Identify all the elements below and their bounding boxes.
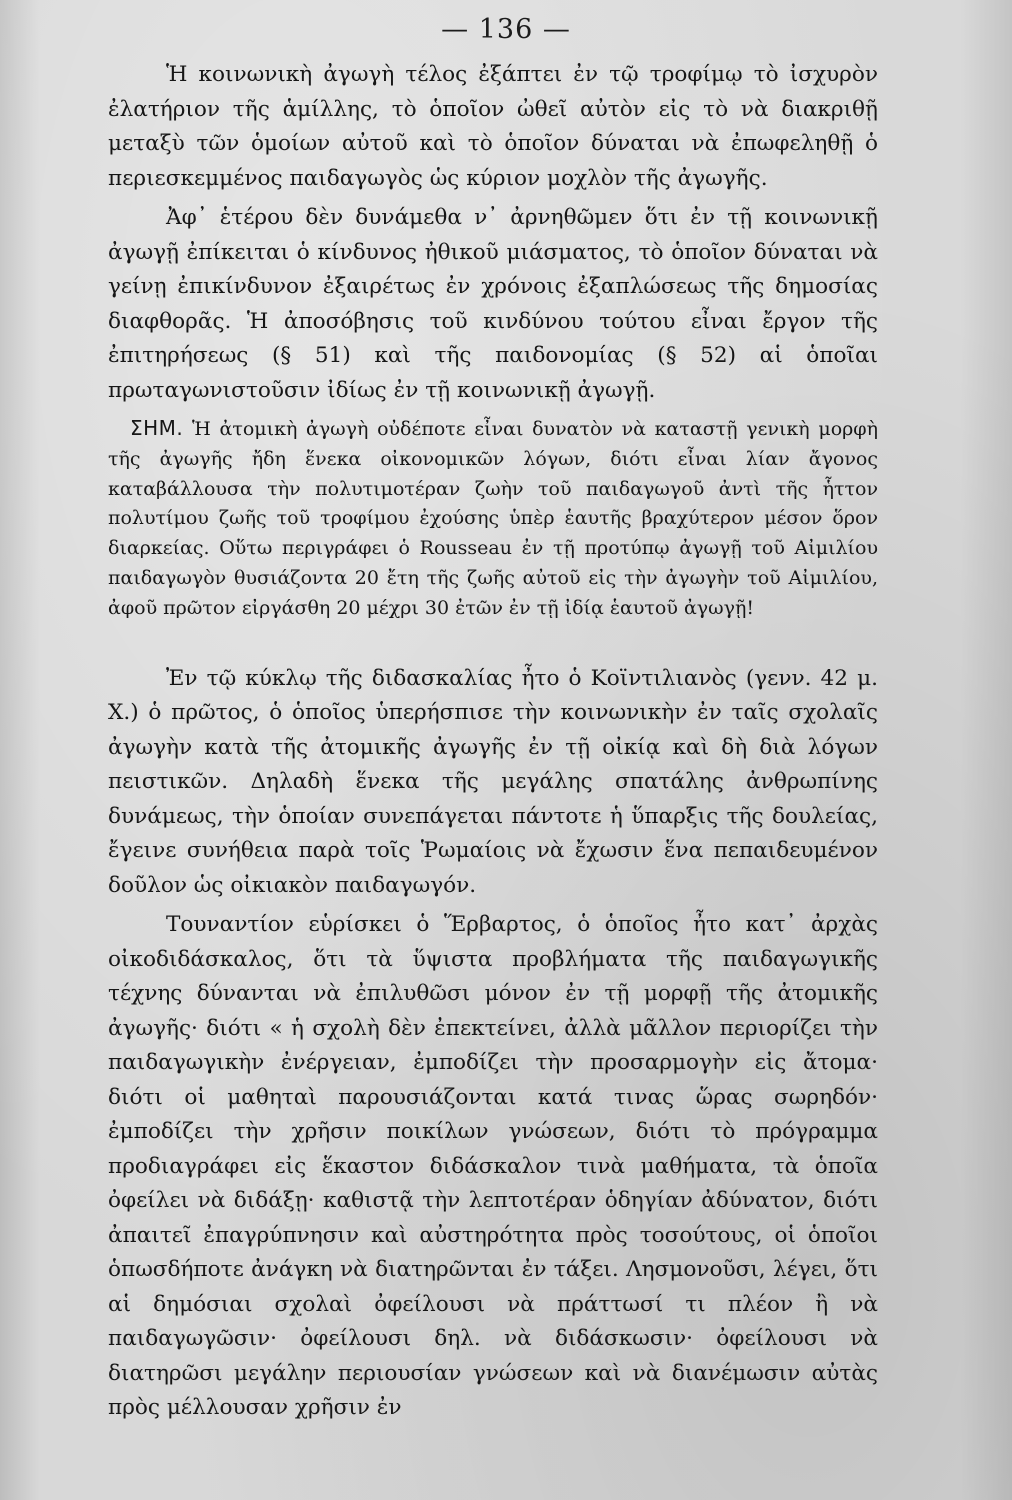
note-text: Ἡ ἀτομικὴ ἀγωγὴ οὐδέποτε εἶναι δυνατὸν νὰ καταστῇ γενικὴ μορφὴ τῆς ἀγωγῆς ἤδη ἕνεκα οἰκονομικῶν λόγων, διότι εἶναι λίαν ἄγονος καταβάλλουσα τὴν πολυτιμοτέραν ζωὴν τοῦ παιδαγωγοῦ ἀντὶ τῆς ἧττον πολυτίμου ζωῆς τοῦ τροφίμου ἐχούσης ὑπὲρ ἑαυτῆς βραχύτερον μέσον ὅρον διαρκείας. Οὕτω περιγράφει ὁ Rousseau ἐν τῇ προτύπῳ ἀγωγῇ τοῦ Αἰμιλίου παιδαγωγὸν θυσιάζοντα 20 ἔτη τῆς ζωῆς αὐτοῦ εἰς τὴν ἀγωγὴν τοῦ Αἰμιλίου, ἀφοῦ πρῶτον εἰργάσθη 20 μέχρι 30 ἐτῶν ἐν τῇ ἰδίᾳ ἑαυτοῦ ἀγωγῇ! [108,418,878,619]
paragraph-moral-danger: Ἀφ᾽ ἑτέρου δὲν δυνάμεθα ν᾽ ἀρνηθῶμεν ὅτι ἐν τῇ κοινωνικῇ ἀγωγῇ ἐπίκειται ὁ κίνδυνος ἠθικοῦ μιάσματος, τὸ ὁποῖον δύναται νὰ γείνῃ ἐπικίνδυνον ἐξαιρέτως ἐν χρόνοις ἐξαπλώσεως τῆς δημοσίας διαφθορᾶς. Ἡ ἀποσόβησις τοῦ κινδύνου τούτου εἶναι ἔργον τῆς ἐπιτηρήσεως (§ 51) καὶ τῆς παιδονομίας (§ 52) αἱ ὁποῖαι πρωταγωνιστοῦσιν ἰδίως ἐν τῇ κοινωνικῇ ἀγωγῇ. [108,205,878,403]
paragraph-quintilian: Ἐν τῷ κύκλῳ τῆς διδασκαλίας ἦτο ὁ Κοϊντιλιανὸς (γενν. 42 μ. Χ.) ὁ πρῶτος, ὁ ὁποῖος ὑπερήσπισε τὴν κοινωνικὴν ἐν ταῖς σχολαῖς ἀγωγὴν κατὰ τῆς ἀτομικῆς ἀγωγῆς ἐν τῇ οἰκίᾳ καὶ δὴ διὰ λόγων πειστικῶν. Δηλαδὴ ἕνεκα τῆς μεγάλης σπατάλης ἀνθρωπίνης δυνάμεως, τὴν ὁποίαν συνεπάγεται πάντοτε ἡ ὕπαρξις τῆς δουλείας, ἔγεινε συνήθεια παρὰ τοῖς Ῥωμαίοις νὰ ἔχωσιν ἕνα πεπαιδευμένον δοῦλον ὡς οἰκιακὸν παιδαγωγόν. [108,665,878,898]
paragraph-herbart: Τουναντίον εὑρίσκει ὁ Ἕρβαρτος, ὁ ὁποῖος ἦτο κατ᾽ ἀρχὰς οἰκοδιδάσκαλος, ὅτι τὰ ὕψιστα προβλήματα τῆς παιδαγωγικῆς τέχνης δύνανται νὰ ἐπιλυθῶσι μόνον ἐν τῇ μορφῇ τῆς ἀτομικῆς ἀγωγῆς· διότι « ἡ σχολὴ δὲν ἐπεκτείνει, ἀλλὰ μᾶλλον περιορίζει τὴν παιδαγωγικὴν ἐνέργειαν, ἐμποδίζει τὴν προσαρμογὴν εἰς ἄτομα· διότι οἱ μαθηταὶ παρουσιάζονται κατά τινας ὥρας σωρηδόν· ἐμποδίζει τὴν χρῆσιν ποικίλων γνώσεων, διότι τὸ πρόγραμμα προδιαγράφει εἰς ἕκαστον διδάσκαλον τινὰ μαθήματα, τὰ ὁποῖα ὀφείλει νὰ διδάξῃ· καθιστᾷ τὴν λεπτοτέραν ὁδηγίαν ἀδύνατον, διότι ἀπαιτεῖ ἐπαγρύπνησιν καὶ αὐστηρότητα πρὸς τοσούτους, οἱ ὁποῖοι ὁπωσδήποτε ἀνάγκη νὰ διατηρῶνται ἐν τάξει. Λησμονοῦσι, λέγει, ὅτι αἱ δημόσιαι σχολαὶ ὀφείλουσι νὰ πράττωσί τι πλέον ἢ νὰ παιδαγωγῶσιν· ὀφείλουσι δηλ. νὰ διδάσκωσιν· ὀφείλουσι νὰ διατηρῶσι μεγάλην περιουσίαν γνώσεων καὶ νὰ διανέμωσιν αὐτὰς πρὸς μέλλουσαν χρῆσιν ἐν [108,912,878,1421]
note-label: ΣΗΜ. [130,416,184,440]
body-text [108,58,878,1431]
page-number: — 136 — [441,14,571,45]
note-paragraph [108,414,878,624]
paragraph-social-education: Ἡ κοινωνικὴ ἀγωγὴ τέλος ἐξάπτει ἐν τῷ τροφίμῳ τὸ ἰσχυρὸν ἐλατήριον τῆς ἁμίλλης, τὸ ὁποῖον ὠθεῖ αὐτὸν εἰς τὸ νὰ διακριθῇ μεταξὺ τῶν ὁμοίων αὐτοῦ καὶ τὸ ὁποῖον δύναται νὰ ἐπωφεληθῇ ὁ περιεσκεμμένος παιδαγωγὸς ὡς κύριον μοχλὸν τῆς ἀγωγῆς. [108,62,878,191]
